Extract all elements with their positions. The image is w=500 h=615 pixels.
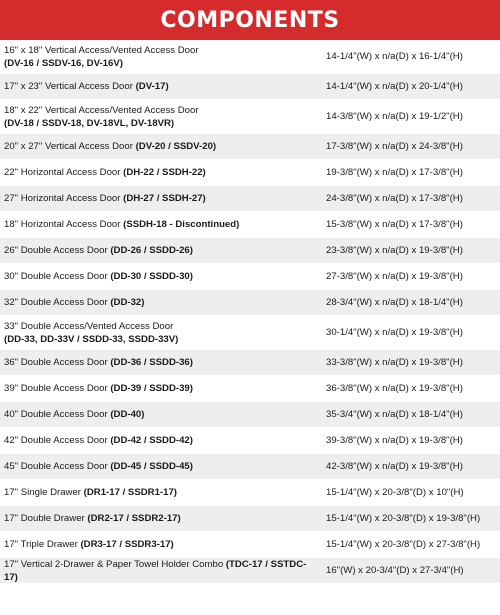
table-row <box>0 264 500 290</box>
table-row <box>0 506 500 532</box>
component-code: (SSDH-18 - Discontinued) <box>123 219 240 230</box>
component-code: (DD-39 / SSDD-39) <box>110 383 193 394</box>
component-dimensions: 15-1/4"(W) x 20-3/8"(D) x 10"(H) <box>326 487 464 498</box>
component-dimensions: 19-3/8"(W) x n/a(D) x 17-3/8"(H) <box>326 167 463 178</box>
component-name: 30" Double Access Door <box>4 271 111 282</box>
component-code: (DR2-17 / SSDR2-17) <box>87 513 181 524</box>
component-name-cell: 16" x 18" Vertical Access/Vented Access Door (DV-16 / SSDV-16, DV-16V) <box>4 44 199 69</box>
component-name-cell <box>0 512 320 525</box>
component-name-cell <box>0 558 320 584</box>
table-row <box>0 350 500 376</box>
component-dimensions: 14-1/4"(W) x n/a(D) x 16-1/4"(H) <box>326 51 463 62</box>
component-dimensions: 14-1/4"(W) x n/a(D) x 20-1/4"(H) <box>326 81 463 92</box>
component-name: 18" Horizontal Access Door <box>4 219 124 230</box>
component-name: 17" Triple Drawer <box>4 539 81 550</box>
component-name: 45" Double Access Door <box>4 461 111 472</box>
component-code: (DD-30 / SSDD-30) <box>110 271 193 282</box>
component-name-cell <box>0 192 320 205</box>
component-name-cell <box>0 166 320 179</box>
component-dimensions: 39-3/8"(W) x n/a(D) x 19-3/8"(H) <box>326 435 463 446</box>
component-name: 40" Double Access Door <box>4 409 111 420</box>
component-dimensions: 23-3/8"(W) x n/a(D) x 19-3/8"(H) <box>326 245 463 256</box>
component-name-cell <box>0 270 320 283</box>
component-code: (DR3-17 / SSDR3-17) <box>80 539 174 550</box>
component-name: 32" Double Access Door <box>4 297 111 308</box>
table-row <box>0 558 500 584</box>
component-name: 17" Single Drawer <box>4 487 84 498</box>
table-row <box>0 74 500 100</box>
component-name-cell <box>0 218 320 231</box>
component-name-cell: 18" x 22" Vertical Access/Vented Access Door (DV-18 / SSDV-18, DV-18VL, DV-18VR) <box>4 104 199 129</box>
table-row <box>0 100 500 134</box>
component-name: 36" Double Access Door <box>4 357 111 368</box>
component-name: 17" Vertical 2-Drawer & Paper Towel Holder Combo <box>4 558 226 570</box>
component-code: (DD-32) <box>110 297 145 308</box>
component-name: 39" Double Access Door <box>4 383 111 394</box>
component-code: (DH-27 / SSDH-27) <box>123 193 206 204</box>
component-name-cell <box>0 434 320 447</box>
component-dimensions: 30-1/4"(W) x n/a(D) x 19-3/8"(H) <box>326 327 463 338</box>
table-row <box>0 532 500 558</box>
component-code: (DD-26 / SSDD-26) <box>110 245 193 256</box>
table-row <box>0 40 500 74</box>
table-row <box>0 134 500 160</box>
component-code: (DD-36 / SSDD-36) <box>110 357 193 368</box>
component-dimensions: 42-3/8"(W) x n/a(D) x 19-3/8"(H) <box>326 461 463 472</box>
table-row <box>0 238 500 264</box>
component-name-cell <box>0 244 320 257</box>
component-name-cell <box>0 140 320 153</box>
component-dimensions: 27-3/8"(W) x n/a(D) x 19-3/8"(H) <box>326 271 463 282</box>
component-name: 20" x 27" Vertical Access Door <box>4 141 136 152</box>
component-code: (DV-20 / SSDV-20) <box>135 141 217 152</box>
component-dimensions: 17-3/8"(W) x n/a(D) x 24-3/8"(H) <box>326 141 463 152</box>
component-dimensions: 15-3/8"(W) x n/a(D) x 17-3/8"(H) <box>326 219 463 230</box>
component-code: (DH-22 / SSDH-22) <box>123 167 206 178</box>
component-name-cell <box>0 382 320 395</box>
component-name-cell <box>0 486 320 499</box>
component-code: DV-16 / SSDV-16, DV-16V <box>7 57 120 69</box>
table-row <box>0 212 500 238</box>
component-name: 16" x 18" Vertical Access/Vented Access Door <box>4 44 199 56</box>
component-dimensions: 16"(W) x 20-3/4"(D) x 27-3/4"(H) <box>326 565 464 576</box>
component-code: (DD-40) <box>110 409 145 420</box>
table-row <box>0 160 500 186</box>
table-row <box>0 402 500 428</box>
components-table <box>0 40 500 584</box>
component-code: DV-18 / SSDV-18, DV-18VL, DV-18VR <box>7 117 171 129</box>
table-row <box>0 376 500 402</box>
components-header <box>0 0 500 40</box>
component-dimensions: 33-3/8"(W) x n/a(D) x 19-3/8"(H) <box>326 357 463 368</box>
component-name-cell <box>0 538 320 551</box>
component-name: 27" Horizontal Access Door <box>4 193 124 204</box>
component-code: (DR1-17 / SSDR1-17) <box>83 487 177 498</box>
component-name: 42" Double Access Door <box>4 435 111 446</box>
component-name: 33" Double Access/Vented Access Door <box>4 320 174 332</box>
component-name: 17" x 23" Vertical Access Door <box>4 81 136 92</box>
component-dimensions: 14-3/8"(W) x n/a(D) x 19-1/2"(H) <box>326 111 463 122</box>
component-name-cell <box>0 80 320 93</box>
table-row <box>0 480 500 506</box>
component-name-cell <box>0 296 320 309</box>
component-code: (TDC-17 / SSTDC-17) <box>4 558 307 583</box>
table-row <box>0 454 500 480</box>
table-row <box>0 428 500 454</box>
component-code: DD-33, DD-33V / SSDD-33, SSDD-33V <box>7 333 176 345</box>
component-name-cell: 33" Double Access/Vented Access Door (DD-33, DD-33V / SSDD-33, SSDD-33V) <box>4 320 179 345</box>
table-row <box>0 186 500 212</box>
component-name-cell <box>0 356 320 369</box>
component-name-cell <box>0 460 320 473</box>
component-dimensions: 15-1/4"(W) x 20-3/8"(D) x 19-3/8"(H) <box>326 513 481 524</box>
component-name: 22" Horizontal Access Door <box>4 167 124 178</box>
component-code: (DD-42 / SSDD-42) <box>110 435 193 446</box>
component-dimensions: 28-3/4"(W) x n/a(D) x 18-1/4"(H) <box>326 297 463 308</box>
component-dimensions: 15-1/4"(W) x 20-3/8"(D) x 27-3/8"(H) <box>326 539 481 550</box>
component-name: 17" Double Drawer <box>4 513 88 524</box>
component-dimensions: 35-3/4"(W) x n/a(D) x 18-1/4"(H) <box>326 409 463 420</box>
header-title: COMPONENTS <box>160 7 340 33</box>
table-row <box>0 290 500 316</box>
component-name: 18" x 22" Vertical Access/Vented Access Door <box>4 104 199 116</box>
component-name-cell <box>0 408 320 421</box>
table-row <box>0 316 500 350</box>
component-dimensions: 36-3/8"(W) x n/a(D) x 19-3/8"(H) <box>326 383 463 394</box>
component-code: (DV-17) <box>135 81 169 92</box>
component-name: 26" Double Access Door <box>4 245 111 256</box>
component-code: (DD-45 / SSDD-45) <box>110 461 193 472</box>
component-dimensions: 24-3/8"(W) x n/a(D) x 17-3/8"(H) <box>326 193 463 204</box>
